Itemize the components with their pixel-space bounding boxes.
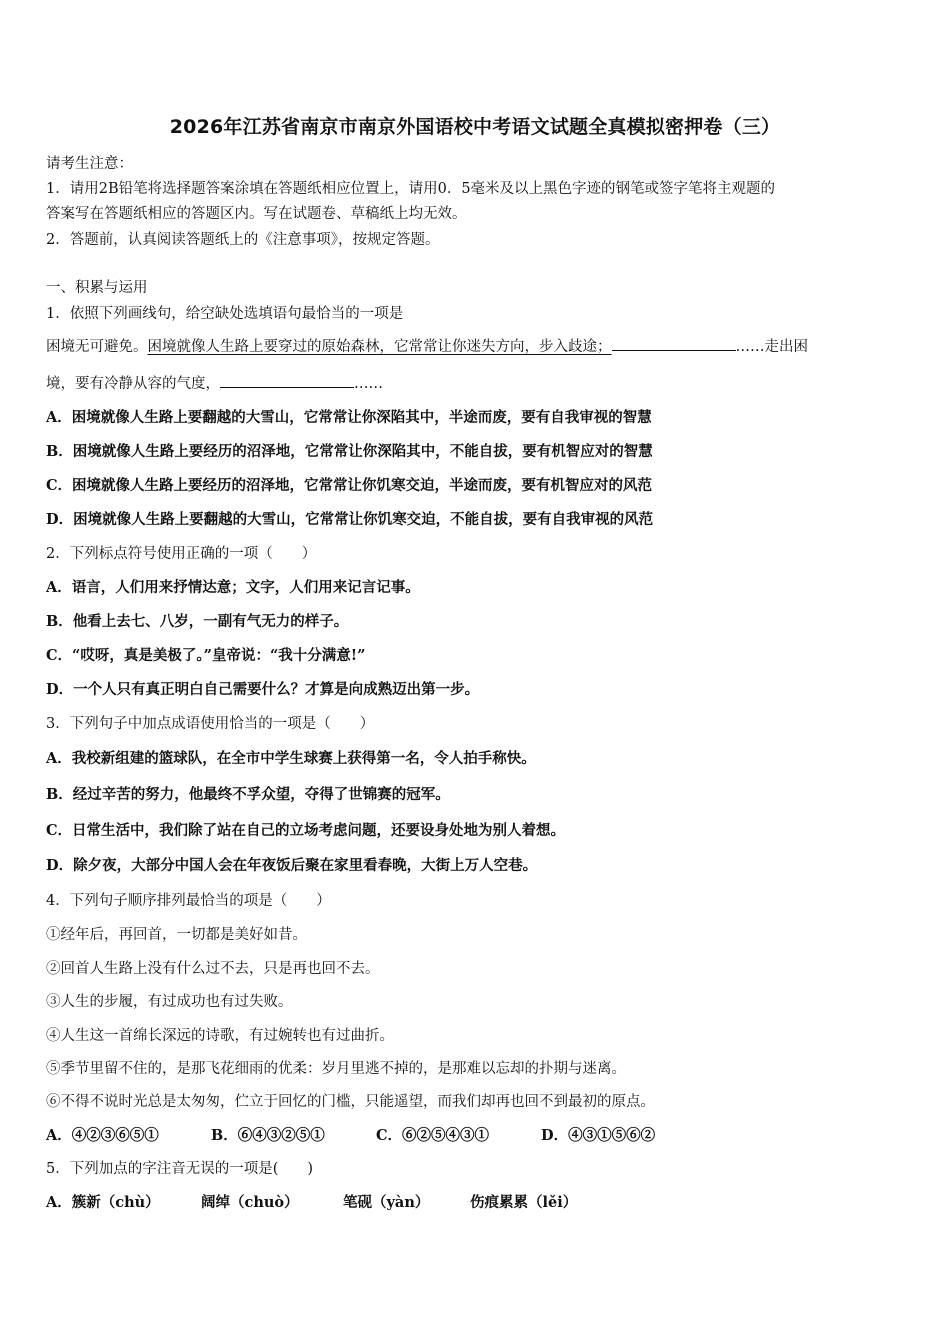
notice-heading: 请考生注意： (46, 156, 133, 172)
q5-option-a-word-4: 伤痕累累（lěi） (470, 1194, 578, 1211)
q5-option-a-word-1: A．簇新（chù） (46, 1194, 160, 1211)
q1-blank-2 (220, 373, 354, 388)
q4-option-a[interactable]: A．④②③⑥⑤① (46, 1127, 159, 1144)
q4-option-d[interactable]: D．④③①⑤⑥② (541, 1127, 656, 1144)
q1-passage-line2 (46, 372, 383, 393)
q4-stem: 4．下列句子顺序排列最恰当的项是（ ） (46, 893, 331, 909)
q2-stem: 2．下列标点符号使用正确的一项（ ） (46, 546, 317, 562)
notice-item-1-cont: 答案写在答题纸相应的答题区内。写在试题卷、草稿纸上均无效。 (46, 206, 467, 222)
notice-item-2: 2．答题前，认真阅读答题纸上的《注意事项》，按规定答题。 (46, 232, 440, 248)
q3-option-b[interactable]: B．经过辛苦的努力，他最终不孚众望，夺得了世锦赛的冠军。 (46, 786, 450, 803)
page-title: 2026年江苏省南京市南京外国语校中考语文试题全真模拟密押卷（三） (169, 116, 781, 138)
q1-passage-suffix: ……走出困 (735, 339, 808, 355)
q1-passage-prefix: 困境无可避免。 (46, 339, 148, 355)
q5-option-a[interactable] (46, 1191, 577, 1212)
q2-option-b[interactable]: B．他看上去七、八岁，一副有气无力的样子。 (46, 613, 349, 630)
q3-option-d[interactable]: D．除夕夜，大部分中国人会在年夜饭后聚在家里看春晚，大街上万人空巷。 (46, 857, 538, 874)
q4-sentence-1: ①经年后，再回首，一切都是美好如昔。 (46, 927, 307, 943)
q5-stem: 5．下列加点的字注音无误的一项是( ) (46, 1161, 314, 1177)
q3-option-a[interactable]: A．我校新组建的篮球队，在全市中学生球赛上获得第一名，令人拍手称快。 (46, 750, 536, 767)
q5-option-a-word-3: 笔砚（yàn） (343, 1194, 430, 1211)
q4-sentence-5: ⑤季节里留不住的，是那飞花细雨的优柔：岁月里逃不掉的，是那难以忘却的扑期与迷离。 (46, 1061, 626, 1077)
q1-passage-line2-suffix: …… (354, 376, 383, 392)
q4-sentence-4: ④人生这一首绵长深远的诗歌，有过婉转也有过曲折。 (46, 1028, 394, 1044)
q1-option-a[interactable]: A．困境就像人生路上要翻越的大雪山，它常常让你深陷其中，半途而废，要有自我审视的智慧 (46, 409, 652, 426)
q1-option-b[interactable]: B．困境就像人生路上要经历的沼泽地，它常常让你深陷其中，不能自拔，要有机智应对的智慧 (46, 443, 653, 460)
q1-option-d[interactable]: D．困境就像人生路上要翻越的大雪山，它常常让你饥寒交迫，不能自拔，要有自我审视的风范 (46, 511, 654, 528)
q4-sentence-6: ⑥不得不说时光总是太匆匆，伫立于回忆的门槛，只能遥望，而我们却再也回不到最初的原点。 (46, 1094, 655, 1110)
q1-option-c[interactable]: C．困境就像人生路上要经历的沼泽地，它常常让你饥寒交迫，半途而废，要有机智应对的风范 (46, 477, 653, 494)
q3-stem: 3．下列句子中加点成语使用恰当的一项是（ ） (46, 716, 375, 732)
q3-option-c[interactable]: C．日常生活中，我们除了站在自己的立场考虑问题，还要设身处地为别人着想。 (46, 822, 566, 839)
q1-passage (46, 335, 808, 356)
q1-passage-line2-prefix: 境，要有冷静从容的气度， (46, 376, 220, 392)
q2-option-a[interactable]: A．语言，人们用来抒情达意；文字，人们用来记言记事。 (46, 579, 420, 596)
q1-underlined-sentence: 困境就像人生路上要穿过的原始森林，它常常让你迷失方向，步入歧途； (147, 339, 612, 355)
q4-sentence-2: ②回首人生路上没有什么过不去，只是再也回不去。 (46, 961, 380, 977)
q4-options (46, 1124, 655, 1145)
q2-option-d[interactable]: D．一个人只有真正明白自己需要什么？才算是向成熟迈出第一步。 (46, 681, 480, 698)
q1-stem: 1．依照下列画线句，给空缺处选填语句最恰当的一项是 (46, 306, 404, 322)
q5-option-a-word-2: 阔绰（chuò） (201, 1194, 299, 1211)
q2-option-c[interactable]: C．“哎呀，真是美极了。”皇帝说：“我十分满意!” (46, 647, 366, 664)
notice-item-1: 1．请用2B铅笔将选择题答案涂填在答题纸相应位置上，请用0．5毫米及以上黑色字迹的钢笔或签字笔将主观题的 (46, 181, 776, 197)
q4-option-b[interactable]: B．⑥④③②⑤① (211, 1127, 325, 1144)
q1-blank-1 (612, 336, 736, 351)
q4-option-c[interactable]: C．⑥②⑤④③① (376, 1127, 490, 1144)
q4-sentence-3: ③人生的步履，有过成功也有过失败。 (46, 994, 293, 1010)
section-heading: 一、积累与运用 (46, 280, 148, 296)
